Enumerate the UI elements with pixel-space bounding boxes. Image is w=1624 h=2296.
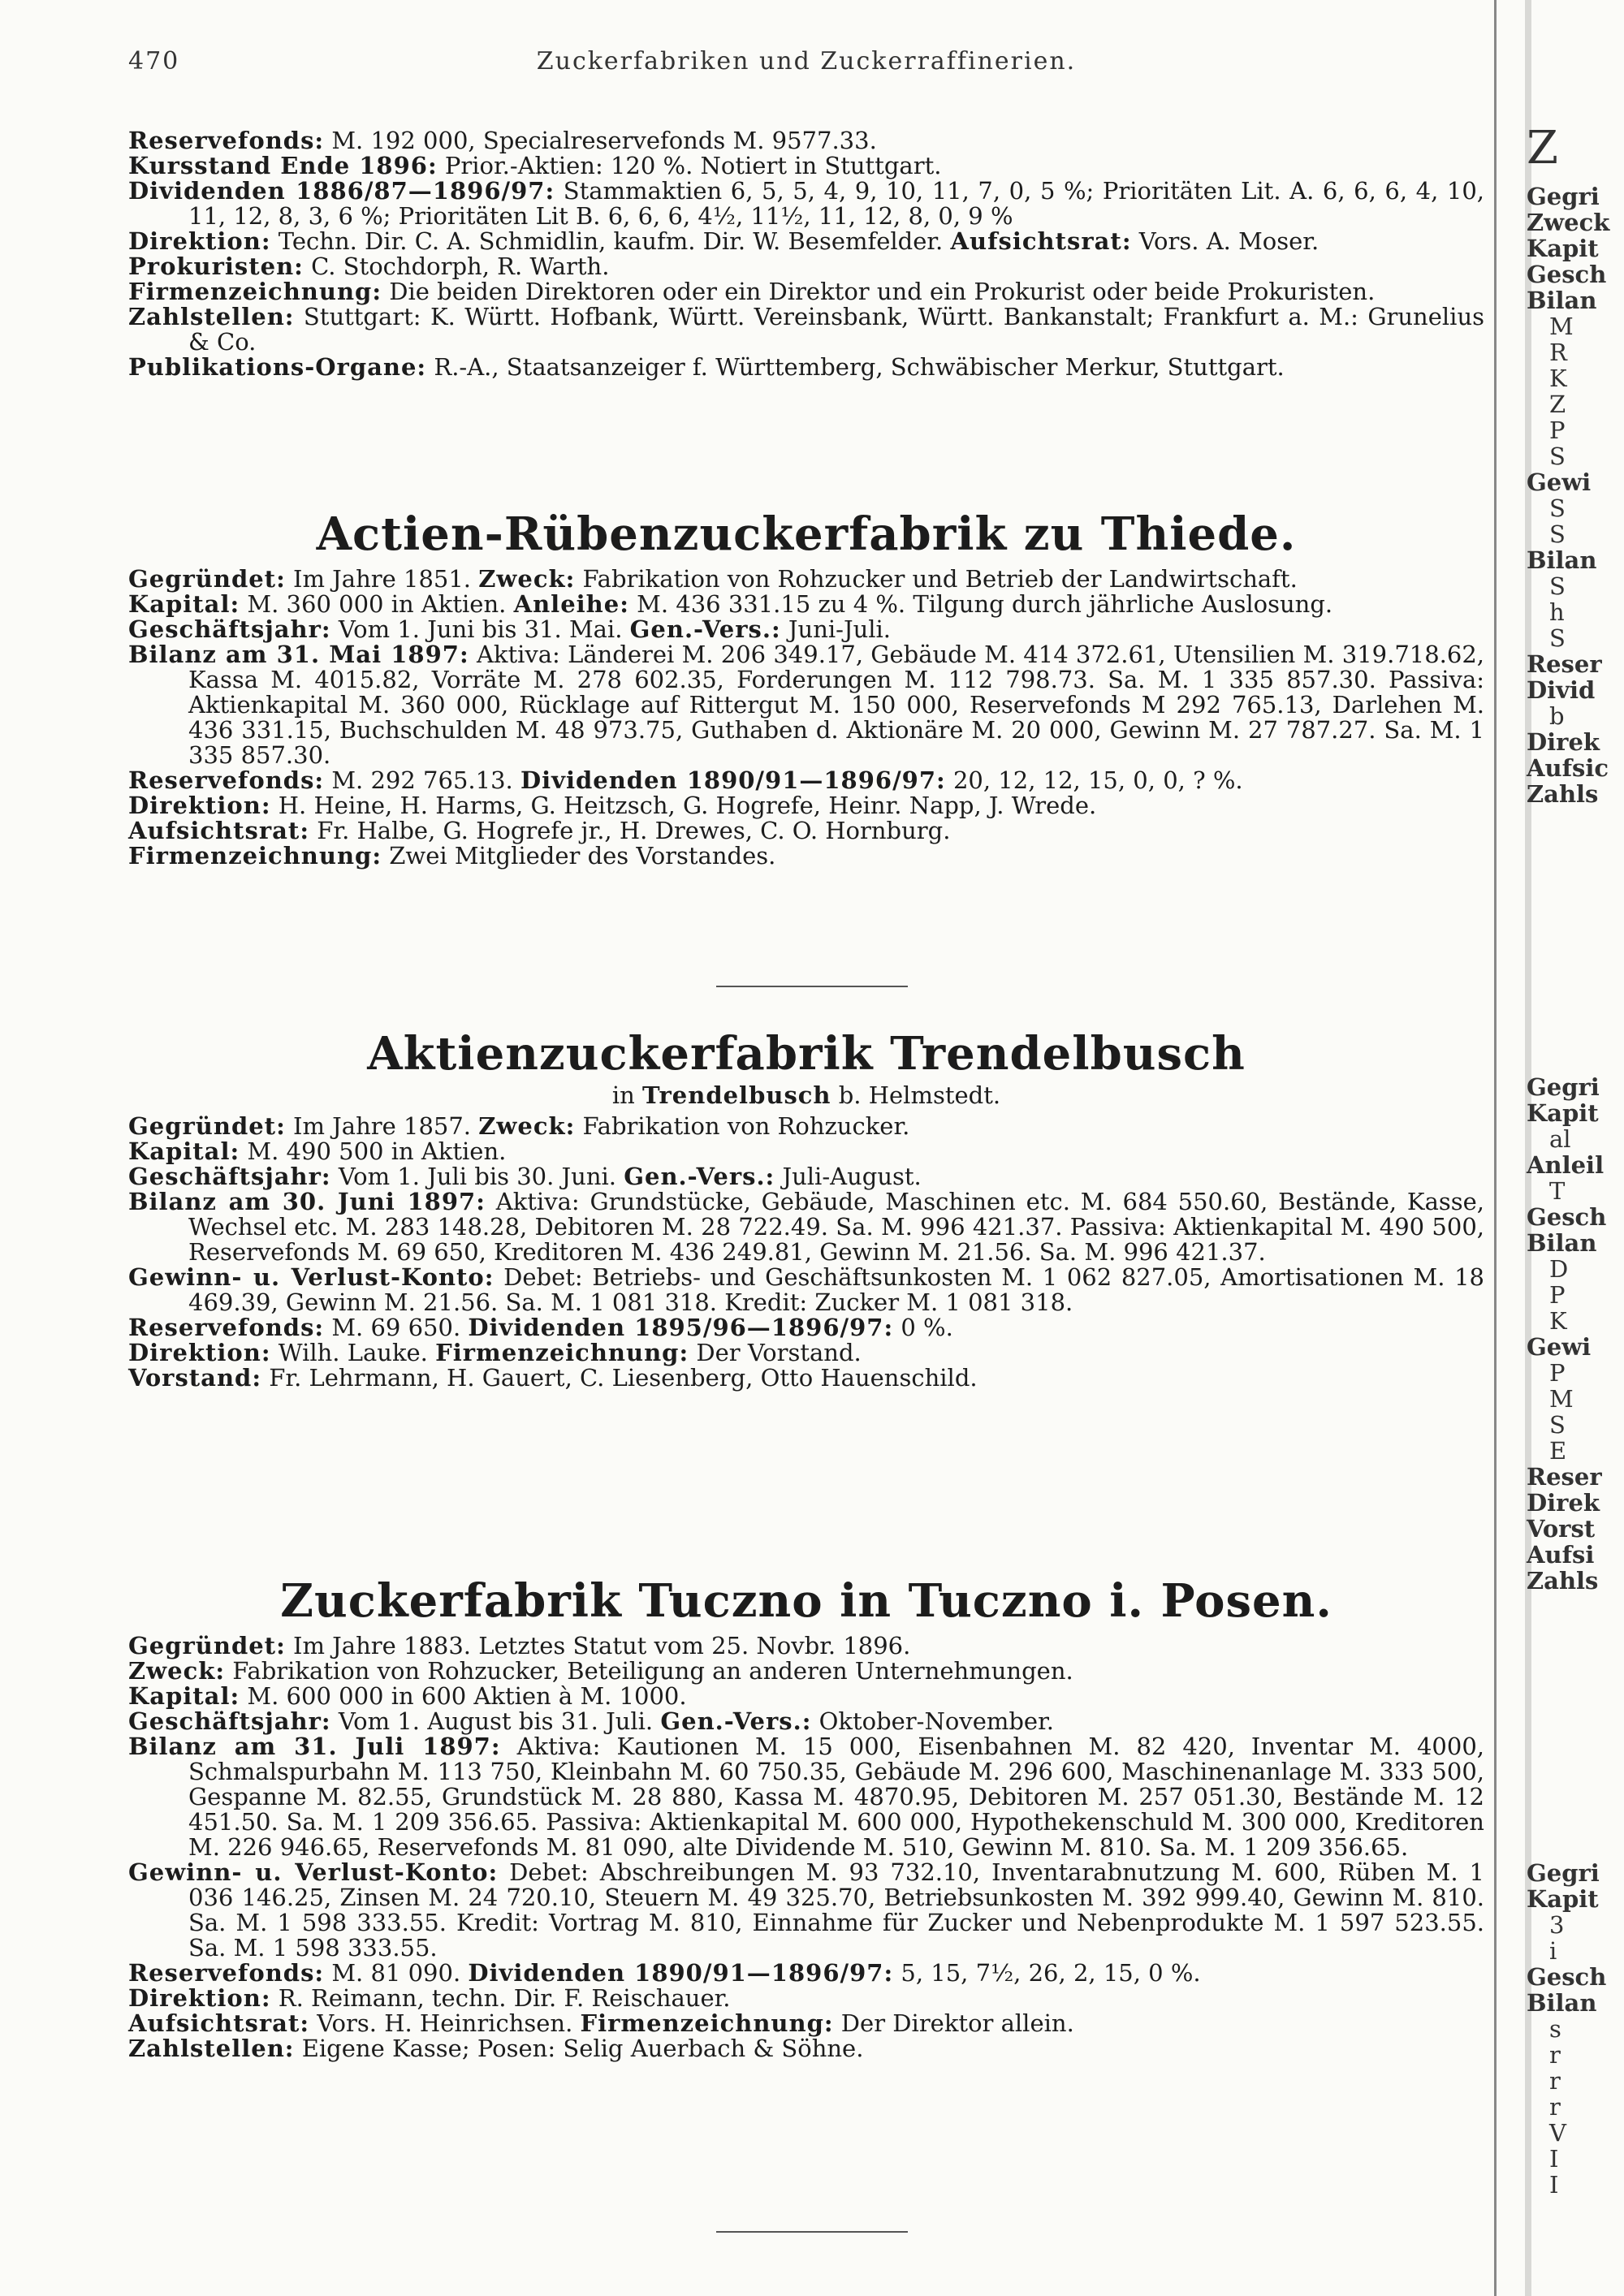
entry-line: Direktion: R. Reimann, techn. Dir. F. Reischauer.: [128, 1984, 731, 2012]
entry-line: Geschäftsjahr: Vom 1. Juli bis 30. Juni. Gen.-Vers.: Juli-August.: [128, 1163, 922, 1190]
entry-line: Bilanz am 31. Mai 1897: Aktiva: Länderei M. 206 349.17, Gebäude M. 414 372.61, Utensilien M. 319.718.62, Kassa M. 4015.82, Vorräte M. 278 602.35, Forderungen M. 112 798.73. Sa. M. 1 335 857.30. Passiva: Aktienkapital M. 360 000, Rücklage auf Rittergut M. 150 000, Reservefonds M 292 765.13, Darlehen M. 436 331.15, Buchschulden M. 48 973.75, Guthaben d. Aktionäre M. 20 000, Gewinn M. 27 787.27. Sa. M. 1 335 857.30.: [128, 641, 1485, 769]
fragment-line: Kapit: [1527, 235, 1599, 262]
entry-line: Firmenzeichnung: Zwei Mitglieder des Vorstandes.: [128, 842, 776, 870]
entry-line: Gegründet: Im Jahre 1857. Zweck: Fabrikation von Rohzucker.: [128, 1112, 910, 1140]
page-gutter-line: [1494, 0, 1497, 2296]
entry-line: Firmenzeichnung: Die beiden Direktoren oder ein Direktor und ein Prokurist oder beide Prokuristen.: [128, 278, 1376, 305]
fragment-line: M: [1549, 313, 1574, 340]
fragment-line: Divid: [1527, 676, 1596, 704]
entry-line: Reservefonds: M. 81 090. Dividenden 1890/91—1896/97: 5, 15, 7½, 26, 2, 15, 0 %.: [128, 1959, 1201, 1987]
entry-line: Dividenden 1886/87—1896/97: Stammaktien 6, 5, 5, 4, 9, 10, 11, 7, 0, 5 %; Prioritäten Lit. A. 6, 6, 6, 4, 10, 11, 12, 8, 3, 6 %; Prioritäten Lit B. 6, 6, 6, 4½, 11½, 11, 12, 8, 0, 9 %: [128, 177, 1485, 230]
fragment-line: s: [1549, 2015, 1561, 2043]
fragment-line: P: [1549, 1359, 1566, 1387]
fragment-line: Vorst: [1527, 1515, 1596, 1543]
company-title: Aktienzuckerfabrik Trendelbusch: [367, 1027, 1246, 1081]
fragment-line: Gegri: [1527, 1859, 1600, 1887]
fragment-line: h: [1549, 598, 1565, 626]
fragment-line: Kapit: [1527, 1099, 1599, 1127]
entry-line: Kursstand Ende 1896: Prior.-Aktien: 120 %. Notiert in Stuttgart.: [128, 152, 942, 179]
company-entry-thiede: [128, 507, 1485, 870]
entry-line: Vorstand: Fr. Lehrmann, H. Gauert, C. Liesenberg, Otto Hauenschild.: [128, 1364, 978, 1392]
section-separator: [716, 986, 908, 987]
fragment-line: Gesch: [1527, 261, 1607, 288]
fragment-line: Kapit: [1527, 1885, 1599, 1913]
company-title: Actien-Rübenzuckerfabrik zu Thiede.: [316, 507, 1297, 561]
fragment-line: I: [1549, 2145, 1559, 2173]
fragment-line: S: [1549, 442, 1566, 470]
fragment-line: Zahls: [1527, 1567, 1599, 1595]
fragment-line: I: [1549, 2171, 1559, 2199]
fragment-line: Bilan: [1527, 1989, 1597, 2017]
entry-line: Geschäftsjahr: Vom 1. Juni bis 31. Mai. Gen.-Vers.: Juni-Juli.: [128, 615, 892, 643]
entry-line: Bilanz am 30. Juni 1897: Aktiva: Grundstücke, Gebäude, Maschinen etc. M. 684 550.60, Bestände, Kasse, Wechsel etc. M. 283 148.28, Debitoren M. 28 722.49. Sa. M. 996 421.37. Passiva: Aktienkapital M. 490 500, Reservefonds M. 69 650, Kreditoren M. 436 249.81, Gewinn M. 21.56. Sa. M. 996 421.37.: [128, 1188, 1485, 1266]
fragment-line: Anleil: [1527, 1151, 1605, 1179]
entry-line: Kapital: M. 490 500 in Aktien.: [128, 1137, 507, 1165]
entry-line: Gewinn- u. Verlust-Konto: Debet: Abschreibungen M. 93 732.10, Inventarabnutzung M. 600, Rüben M. 1 036 146.25, Zinsen M. 24 720.10, Steuern M. 49 325.70, Betriebsunkosten M. 392 999.40, Gewinn M. 810. Sa. M. 1 598 333.55. Kredit: Vortrag M. 810, Einnahme für Zucker und Nebenprodukte M. 1 597 523.55. Sa. M. 1 598 333.55.: [128, 1858, 1484, 1962]
fragment-line: Aufsic: [1527, 754, 1609, 782]
entry-line: Reservefonds: M. 192 000, Specialreservefonds M. 9577.33.: [128, 127, 877, 154]
entry-line: Aufsichtsrat: Vors. H. Heinrichsen. Firmenzeichnung: Der Direktor allein.: [128, 2009, 1074, 2037]
company-entry-trendelbusch: [128, 1029, 1484, 1391]
fragment-line: Bilan: [1527, 546, 1597, 574]
running-title: Zuckerfabriken und Zuckerraffinerien.: [536, 47, 1077, 76]
entry-line: Gewinn- u. Verlust-Konto: Debet: Betriebs- und Geschäftsunkosten M. 1 062 827.05, Amortisationen M. 18 469.39, Gewinn M. 21.56. Sa. M. 1 081 318. Kredit: Zucker M. 1 081 318.: [128, 1263, 1484, 1316]
fragment-line: E: [1549, 1437, 1567, 1465]
entry-line: Kapital: M. 360 000 in Aktien. Anleihe: M. 436 331.15 zu 4 %. Tilgung durch jährliche Auslosung.: [128, 590, 1333, 618]
fragment-line: b: [1549, 702, 1565, 730]
fragment-line: Reser: [1527, 650, 1602, 678]
company-title: Zuckerfabrik Tuczno in Tuczno i. Posen.: [280, 1574, 1332, 1628]
fragment-line: Direk: [1527, 728, 1600, 756]
fragment-line: T: [1549, 1177, 1566, 1205]
fragment-line: Direk: [1527, 1489, 1600, 1517]
fragment-line: S: [1549, 494, 1566, 522]
entry-line: Reservefonds: M. 292 765.13. Dividenden 1890/91—1896/97: 20, 12, 12, 15, 0, 0, ? %.: [128, 766, 1243, 794]
page-header: [128, 47, 1484, 88]
fragment-line: Bilan: [1527, 287, 1597, 314]
fragment-line: Z: [1527, 122, 1558, 175]
entry-line: Direktion: Techn. Dir. C. A. Schmidlin, kaufm. Dir. W. Besemfelder. Aufsichtsrat: Vors. A. Moser.: [128, 227, 1320, 255]
fragment-line: P: [1549, 1281, 1566, 1309]
entry-line: Bilanz am 31. Juli 1897: Aktiva: Kautionen M. 15 000, Eisenbahnen M. 82 420, Inventar M. 4000, Schmalspurbahn M. 113 750, Kleinbahn M. 60 750.35, Gebäude M. 296 600, Maschinenanlage M. 333 500, Gespanne M. 82.55, Grundstück M. 28 880, Kassa M. 4870.95, Debitoren M. 257 051.30, Bestände M. 12 451.50. Sa. M. 1 209 356.65. Passiva: Aktienkapital M. 600 000, Hypothekenschuld M. 300 000, Kreditoren M. 226 946.65, Reservefonds M. 81 090, alte Dividende M. 510, Gewinn M. 810. Sa. M. 1 209 356.65.: [128, 1733, 1484, 1861]
fragment-line: S: [1549, 1411, 1566, 1439]
adjacent-page-fragment: [1517, 0, 1624, 2296]
fragment-line: Zahls: [1527, 780, 1599, 808]
fragment-line: i: [1549, 1937, 1557, 1965]
fragment-line: Zweck: [1527, 209, 1610, 236]
fragment-line: Bilan: [1527, 1229, 1597, 1257]
fragment-line: P: [1549, 416, 1566, 444]
fragment-line: K: [1549, 365, 1567, 392]
entry-line: Zahlstellen: Stuttgart: K. Württ. Hofbank, Württ. Vereinsbank, Württ. Bankanstalt; Frankfurt a. M.: Grunelius & Co.: [128, 303, 1485, 356]
fragment-line: R: [1549, 339, 1567, 366]
fragment-line: Gegri: [1527, 1073, 1600, 1101]
entry-line: Zahlstellen: Eigene Kasse; Posen: Selig Auerbach & Söhne.: [128, 2035, 864, 2062]
entry-line: Zweck: Fabrikation von Rohzucker, Beteiligung an anderen Unternehmungen.: [128, 1657, 1073, 1685]
fragment-line: M: [1549, 1385, 1574, 1413]
company-entry-tuczno: [128, 1574, 1484, 2062]
continued-entry: [128, 128, 1484, 380]
fragment-line: r: [1549, 2041, 1561, 2069]
entry-line: Reservefonds: M. 69 650. Dividenden 1895/96—1896/97: 0 %.: [128, 1314, 953, 1341]
entry-line: Direktion: Wilh. Lauke. Firmenzeichnung: Der Vorstand.: [128, 1339, 862, 1366]
fragment-line: K: [1549, 1307, 1567, 1335]
section-separator: [716, 2231, 908, 2233]
fragment-line: Aufsi: [1527, 1541, 1595, 1569]
fragment-line: Gesch: [1527, 1203, 1607, 1231]
fragment-line: Gewi: [1527, 1333, 1592, 1361]
fragment-line: S: [1549, 572, 1566, 600]
entry-line: Gegründet: Im Jahre 1883. Letztes Statut vom 25. Novbr. 1896.: [128, 1632, 911, 1659]
fragment-line: S: [1549, 624, 1566, 652]
fragment-line: Gesch: [1527, 1963, 1607, 1991]
fragment-line: D: [1549, 1255, 1569, 1283]
fragment-line: Gewi: [1527, 468, 1592, 496]
fragment-line: 3: [1549, 1911, 1565, 1939]
fragment-line: Gegri: [1527, 183, 1600, 210]
company-location: in Trendelbusch b. Helmstedt.: [611, 1081, 1001, 1109]
entry-line: Geschäftsjahr: Vom 1. August bis 31. Juli. Gen.-Vers.: Oktober-November.: [128, 1707, 1054, 1735]
entry-line: Aufsichtsrat: Fr. Halbe, G. Hogrefe jr., H. Drewes, C. O. Hornburg.: [128, 817, 951, 844]
entry-line: Direktion: H. Heine, H. Harms, G. Heitzsch, G. Hogrefe, Heinr. Napp, J. Wrede.: [128, 792, 1097, 819]
entry-line: Gegründet: Im Jahre 1851. Zweck: Fabrikation von Rohzucker und Betrieb der Landwirtschaft.: [128, 565, 1298, 593]
entry-line: Publikations-Organe: R.-A., Staatsanzeiger f. Württemberg, Schwäbischer Merkur, Stuttgart.: [128, 353, 1285, 381]
fragment-line: r: [1549, 2067, 1561, 2095]
fragment-line: S: [1549, 520, 1566, 548]
page-number: 470: [128, 47, 180, 76]
fragment-line: r: [1549, 2093, 1561, 2121]
fragment-line: Z: [1549, 391, 1566, 418]
fragment-line: al: [1549, 1125, 1571, 1153]
entry-line: Kapital: M. 600 000 in 600 Aktien à M. 1000.: [128, 1682, 687, 1710]
entry-line: Prokuristen: C. Stochdorph, R. Warth.: [128, 252, 610, 280]
fragment-line: V: [1549, 2119, 1566, 2147]
fragment-line: Reser: [1527, 1463, 1602, 1491]
